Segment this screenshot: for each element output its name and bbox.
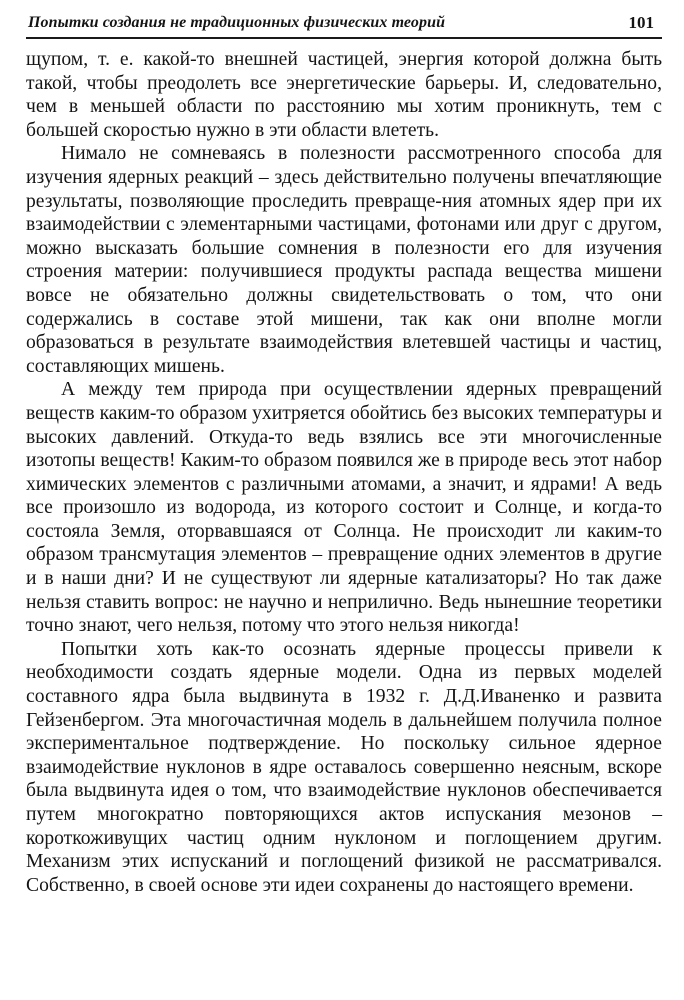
- paragraph-continuation: щупом, т. е. какой-то внешней частицей, энергия которой должна быть такой, чтобы преодолеть все энергетические барьеры. И, следовательно, чем в меньшей области по расстоянию мы хотим проникнуть, тем с большей скоростью нужно в эти области влететь.: [26, 49, 662, 141]
- body-text: [26, 48, 662, 897]
- paragraph: А между тем природа при осуществлении ядерных превращений веществ каким-то образом ухитряется обойтись без высоких температуры и высоких давлений. Откуда-то ведь взялись все эти многочисленные изотопы веществ! Каким-то образом появился же в природе весь этот набор химических элементов с различными атомами, а значит, и ядрами! А ведь все произошло из водорода, из которого состоит и Солнце, и когда-то состояла Земля, оторвавшаяся от Солнца. Не происходит ли каким-то образом трансмутация элементов – превращение одних элементов в другие и в наши дни? И не существуют ли ядерные катализаторы? Но так даже нельзя ставить вопрос: не научно и неприлично. Ведь нынешние теоретики точно знают, чего нельзя, потому что этого нельзя никогда!: [26, 379, 662, 637]
- paragraph: Нимало не сомневаясь в полезности рассмотренного способа для изучения ядерных реакций – здесь действительно получены впечатляющие результаты, позволяющие проследить превраще-ния атомных ядер при их взаимодействии с элементарными частицами, фотонами или друг с другом, можно высказать большие сомнения в полезности его для изучения строения материи: получившиеся продукты распада вещества мишени вовсе не обязательно должны свидетельствовать о том, что они содержались в составе этой мишени, так как они вполне могли образоваться в результате взаимодействия влетевшей частицы и частиц, составляющих мишень.: [26, 143, 662, 377]
- running-header: [26, 12, 662, 39]
- running-title: Попытки создания не традиционных физических теорий: [28, 14, 446, 31]
- book-page: [26, 12, 662, 897]
- paragraph: Попытки хоть как-то осознать ядерные процессы привели к необходимости создать ядерные модели. Одна из первых моделей составного ядра была выдвинута в 1932 г. Д.Д.Иваненко и развита Гейзенбергом. Эта многочастичная модель в дальнейшем получила полное экспериментальное подтверждение. Но поскольку сильное ядерное взаимодействие нуклонов в ядре оставалось совершенно неясным, вскоре была выдвинута идея о том, что взаимодействие нуклонов обеспечивается путем многократно повторяющихся актов испускания мезонов – короткоживущих частиц одним нуклоном и поглощением другим. Механизм этих испусканий и поглощений физикой не рассматривался. Собственно, в своей основе эти идеи сохранены до настоящего времени.: [26, 638, 662, 896]
- page-number: 101: [628, 13, 654, 32]
